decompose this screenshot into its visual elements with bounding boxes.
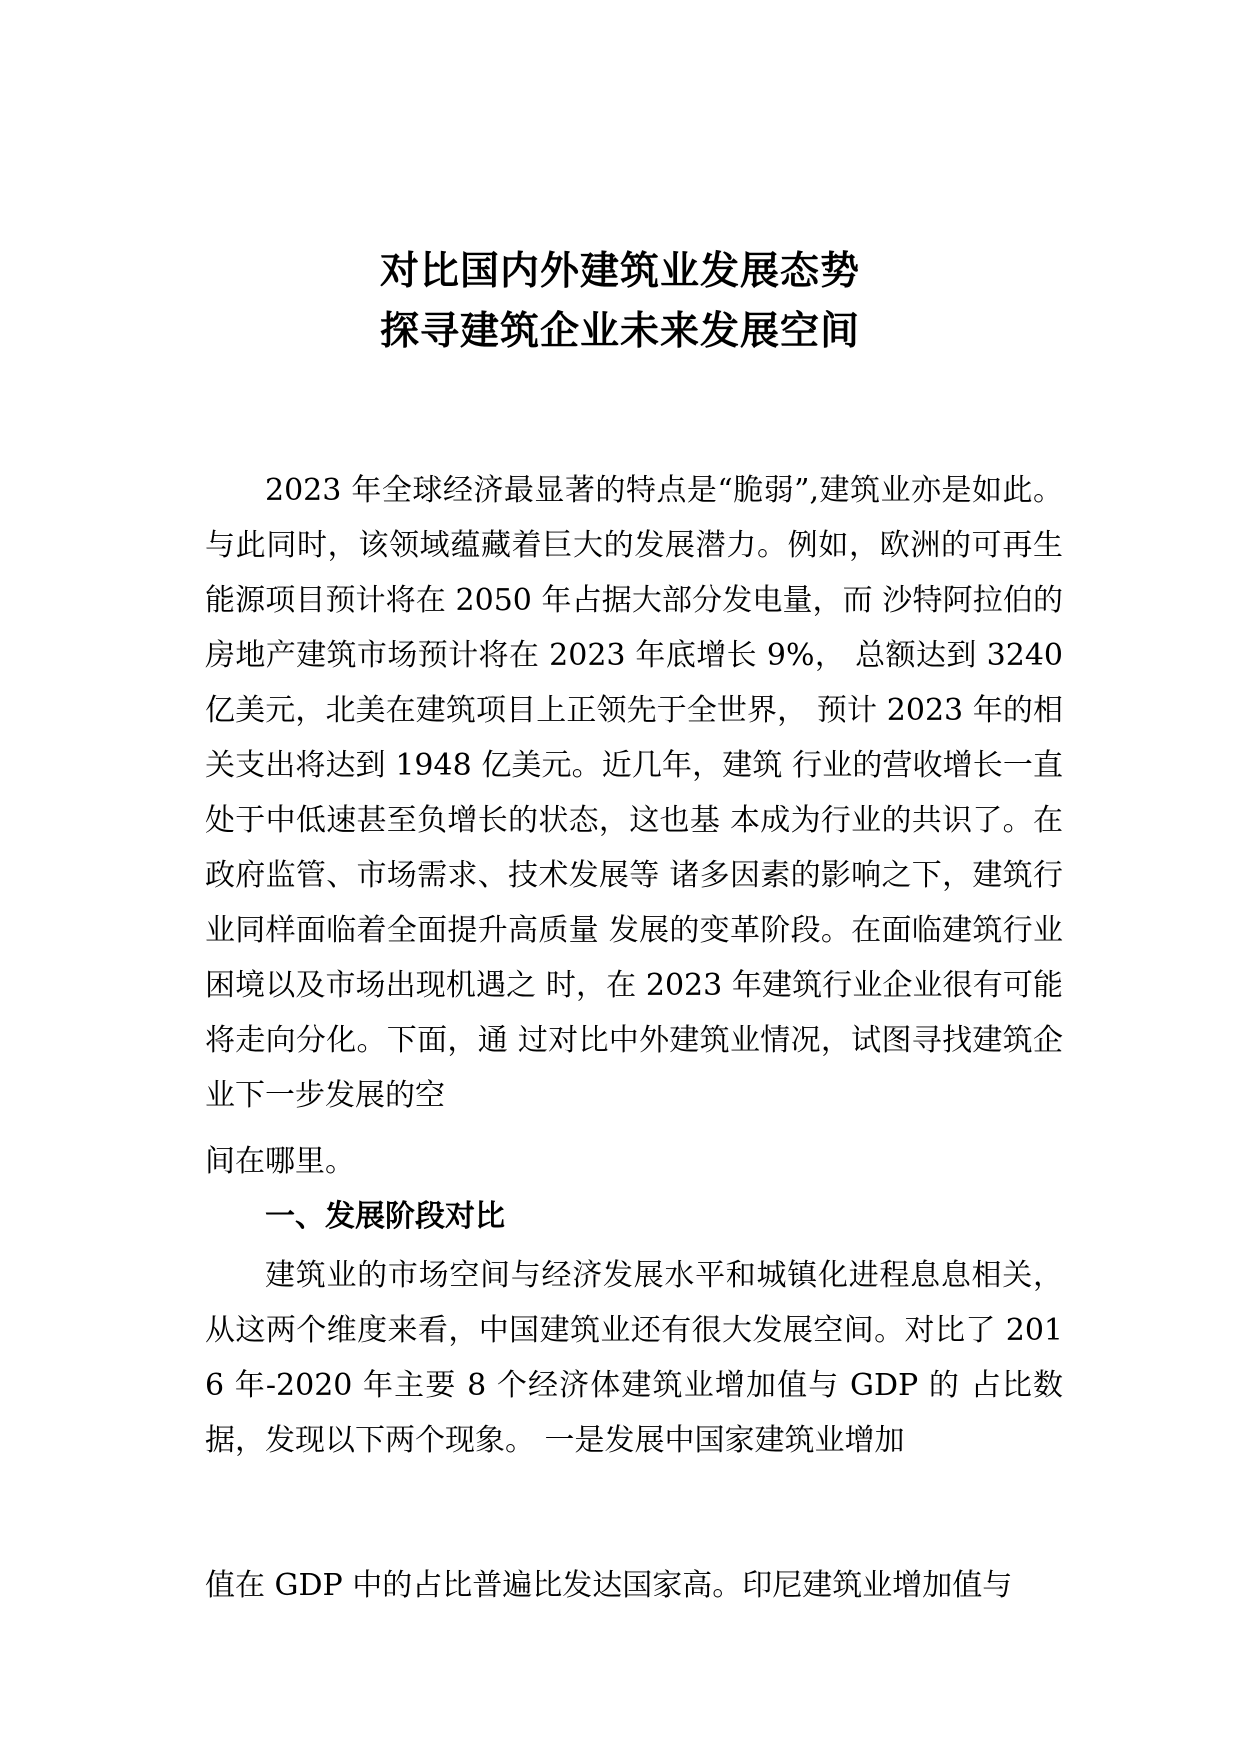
intro-paragraph: 2023 年全球经济最显著的特点是“脆弱”,建筑业亦是如此。与此同时，该领域蕴藏着巨大的发展潜力。例如，欧洲的可再生能源项目预计将在 2050 年占据大部分发电量，而 沙特阿拉伯的房地产建筑市场预计将在 2023 年底增长 9%， 总额达到 3240 亿美元，北美在建筑项目上正领先于全世界， 预计 2023 年的相关支出将达到 1948 亿美元。近几年，建筑 行业的营收增长一直处于中低速甚至负增长的状态，这也基 本成为行业的共识了。在政府监管、市场需求、技术发展等 诸多因素的影响之下，建筑行业同样面临着全面提升高质量 发展的变革阶段。在面临建筑行业困境以及市场出现机遇之 时，在 2023 年建筑行业企业很有可能将走向分化。下面，通 过对比中外建筑业情况，试图寻找建筑企业下一步发展的空	[205, 473, 1063, 1113]
intro-paragraph-continued: 间在哪里。	[205, 1144, 355, 1179]
section1-paragraph: 建筑业的市场空间与经济发展水平和城镇化进程息息相关，从这两个维度来看，中国建筑业还有很大发展空间。对比了 2016 年-2020 年主要 8 个经济体建筑业增加值与 GDP 的 占比数据，发现以下两个现象。 一是发展中国家建筑业增加	[205, 1258, 1063, 1458]
document-title-line-1: 对比国内外建筑业发展态势	[379, 249, 860, 294]
document-title-line-2: 探寻建筑企业未来发展空间	[379, 309, 860, 354]
section1-paragraph-continued: 值在 GDP 中的占比普遍比发达国家高。印尼建筑业增加值与	[205, 1568, 1013, 1603]
section-heading-development-stage: 一、发展阶段对比	[265, 1199, 505, 1234]
